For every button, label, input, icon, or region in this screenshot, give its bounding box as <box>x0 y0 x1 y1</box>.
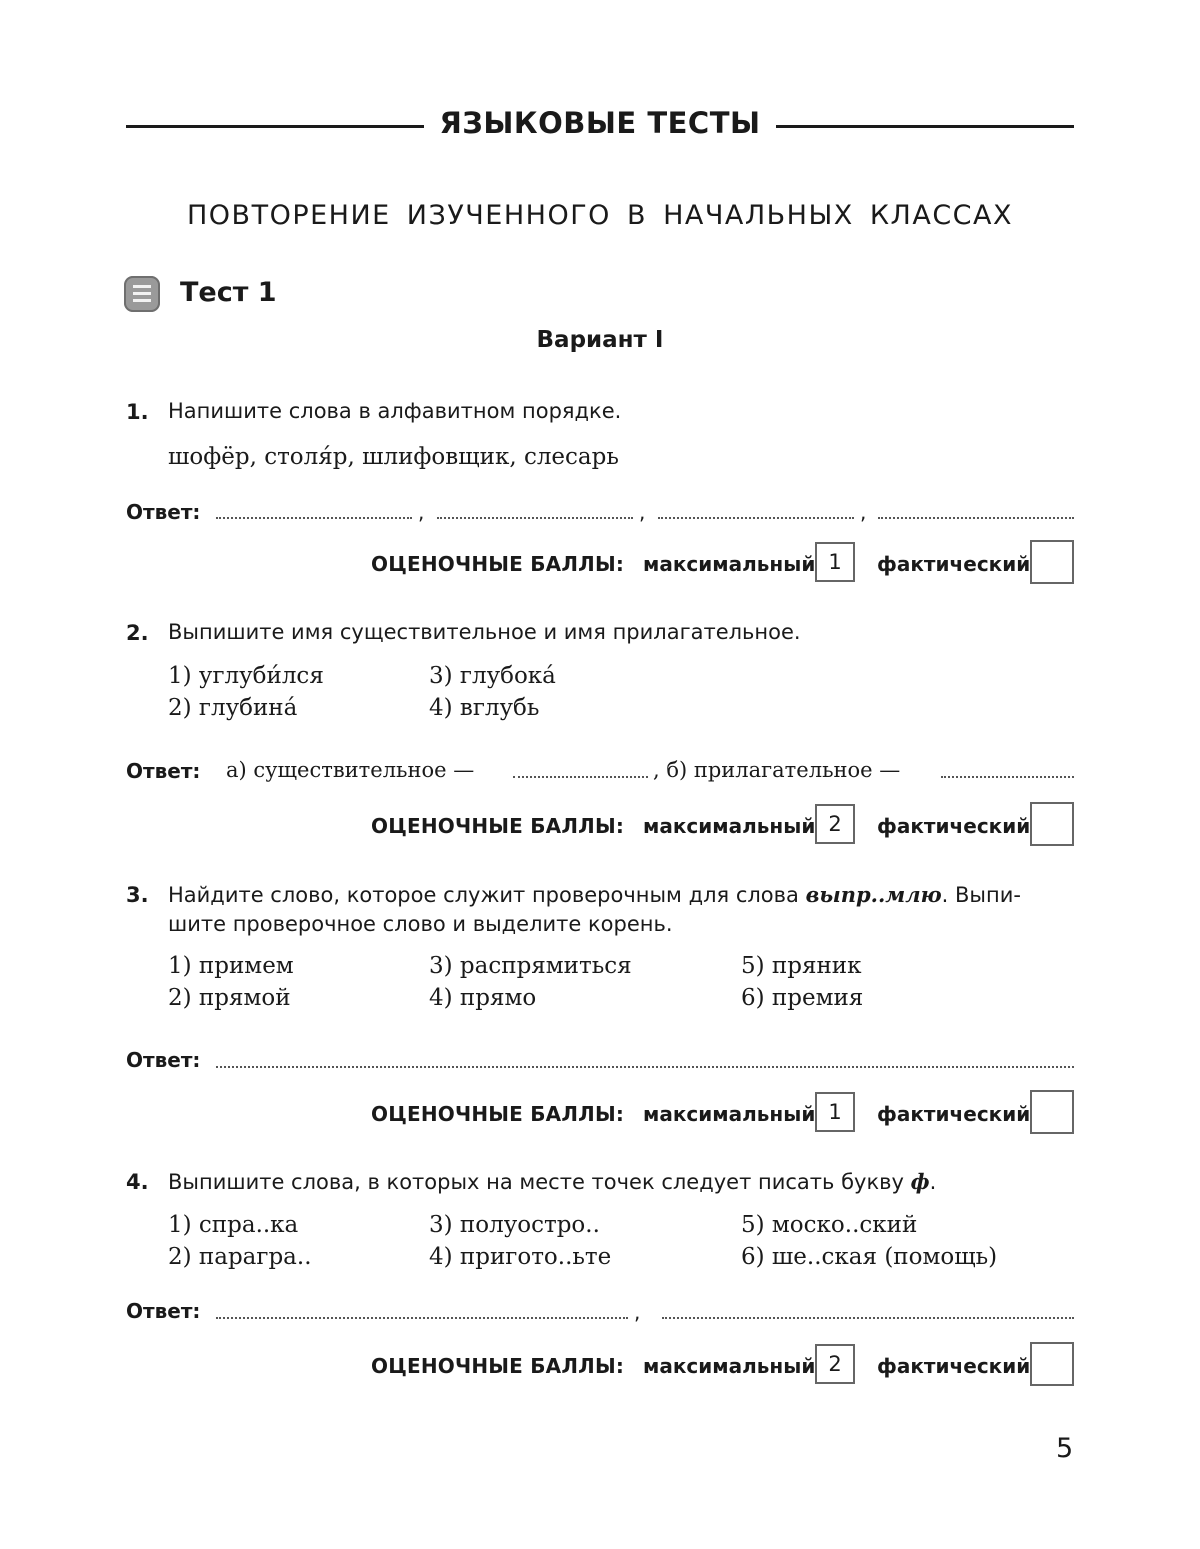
score-row-1 <box>0 542 1200 586</box>
question-3-option: 1) примем <box>168 953 294 979</box>
answer-2-adj-field[interactable] <box>941 776 1074 778</box>
question-3-option: 2) прямой <box>168 985 291 1011</box>
answer-3-field[interactable] <box>216 1066 1074 1068</box>
answer-1-field-1[interactable] <box>216 517 412 519</box>
list-icon <box>124 276 160 312</box>
max-score-box: 2 <box>815 1344 855 1384</box>
actual-score-box[interactable] <box>1030 802 1074 846</box>
question-3-option: 5) пряник <box>741 953 862 979</box>
question-2-text: Выпишите имя существительное и имя прилагательное. <box>168 620 801 644</box>
question-4-text-part: . <box>929 1170 937 1194</box>
answer-2-adj-label: , б) прилагательное — <box>653 758 901 782</box>
question-3-option: 3) распрямиться <box>429 953 632 979</box>
answer-1-field-2[interactable] <box>437 517 633 519</box>
answer-1-field-3[interactable] <box>658 517 854 519</box>
question-2-number: 2. <box>126 621 149 645</box>
answer-2-noun-label: а) существительное — <box>226 758 475 782</box>
answer-4-field-2[interactable] <box>662 1317 1074 1319</box>
max-score-label: максимальный <box>643 1102 816 1126</box>
page-number: 5 <box>1056 1433 1074 1464</box>
question-1-words: шофёр, столя́р, шлифовщик, слесарь <box>168 444 619 470</box>
max-score-box: 1 <box>815 542 855 582</box>
answer-3-label: Ответ: <box>126 1048 201 1072</box>
answer-4-label: Ответ: <box>126 1299 201 1323</box>
max-score-label: максимальный <box>643 814 816 838</box>
answer-2-label: Ответ: <box>126 759 201 783</box>
question-4-option: 6) ше..ская (помощь) <box>741 1244 998 1270</box>
question-1-number: 1. <box>126 400 149 424</box>
comma: , <box>860 500 867 524</box>
actual-score-label: фактический <box>877 1354 1031 1378</box>
comma: , <box>634 1300 641 1324</box>
question-2-option: 2) глубина́ <box>168 695 298 721</box>
question-4-text <box>168 1166 936 1198</box>
actual-score-label: фактический <box>877 814 1031 838</box>
actual-score-box[interactable] <box>1030 540 1074 584</box>
question-3-word: выпр..млю <box>805 882 942 907</box>
max-score-label: максимальный <box>643 552 816 576</box>
answer-4-field-1[interactable] <box>216 1317 628 1319</box>
question-3-option: 6) премия <box>741 985 864 1011</box>
answer-1-field-4[interactable] <box>878 517 1074 519</box>
question-2-option: 1) углуби́лся <box>168 663 324 689</box>
score-row-4 <box>0 1344 1200 1388</box>
answer-1-label: Ответ: <box>126 500 201 524</box>
question-2-option: 4) вглубь <box>429 695 540 721</box>
question-3-text-part: . Выпи- <box>941 883 1021 907</box>
score-label: ОЦЕНОЧНЫЕ БАЛЛЫ: <box>371 814 625 838</box>
question-4-option: 3) полуостро.. <box>429 1212 600 1238</box>
question-4-option: 1) спра..ка <box>168 1212 299 1238</box>
max-score-label: максимальный <box>643 1354 816 1378</box>
page-title: ЯЗЫКОВЫЕ ТЕСТЫ <box>439 106 761 140</box>
score-row-3 <box>0 1092 1200 1136</box>
actual-score-label: фактический <box>877 1102 1031 1126</box>
question-1-text: Напишите слова в алфавитном порядке. <box>168 399 622 423</box>
question-3-text <box>168 879 1021 911</box>
question-3-text-line2: шите проверочное слово и выделите корень. <box>168 912 673 936</box>
actual-score-box[interactable] <box>1030 1342 1074 1386</box>
max-score-box: 1 <box>815 1092 855 1132</box>
comma: , <box>639 500 646 524</box>
question-4-option: 5) моско..ский <box>741 1212 918 1238</box>
question-2-option: 3) глубока́ <box>429 663 556 689</box>
answer-2-noun-field[interactable] <box>513 776 648 778</box>
question-3-option: 4) прямо <box>429 985 537 1011</box>
question-3-number: 3. <box>126 883 149 907</box>
question-4-option: 2) парагра.. <box>168 1244 312 1270</box>
test-title: Тест 1 <box>180 277 277 308</box>
question-4-letter: ф <box>910 1169 930 1194</box>
score-label: ОЦЕНОЧНЫЕ БАЛЛЫ: <box>371 1102 625 1126</box>
score-row-2 <box>0 804 1200 848</box>
actual-score-label: фактический <box>877 552 1031 576</box>
score-label: ОЦЕНОЧНЫЕ БАЛЛЫ: <box>371 1354 625 1378</box>
actual-score-box[interactable] <box>1030 1090 1074 1134</box>
max-score-box: 2 <box>815 804 855 844</box>
score-label: ОЦЕНОЧНЫЕ БАЛЛЫ: <box>371 552 625 576</box>
question-3-text-part: Найдите слово, которое служит проверочным для слова <box>168 883 806 907</box>
section-title: ПОВТОРЕНИЕ ИЗУЧЕННОГО В НАЧАЛЬНЫХ КЛАССАХ <box>187 200 1013 231</box>
question-4-option: 4) пригото..ьте <box>429 1244 612 1270</box>
question-4-text-part: Выпишите слова, в которых на месте точек следует писать букву <box>168 1170 911 1194</box>
comma: , <box>418 500 425 524</box>
variant-title: Вариант I <box>536 327 664 353</box>
question-4-number: 4. <box>126 1170 149 1194</box>
